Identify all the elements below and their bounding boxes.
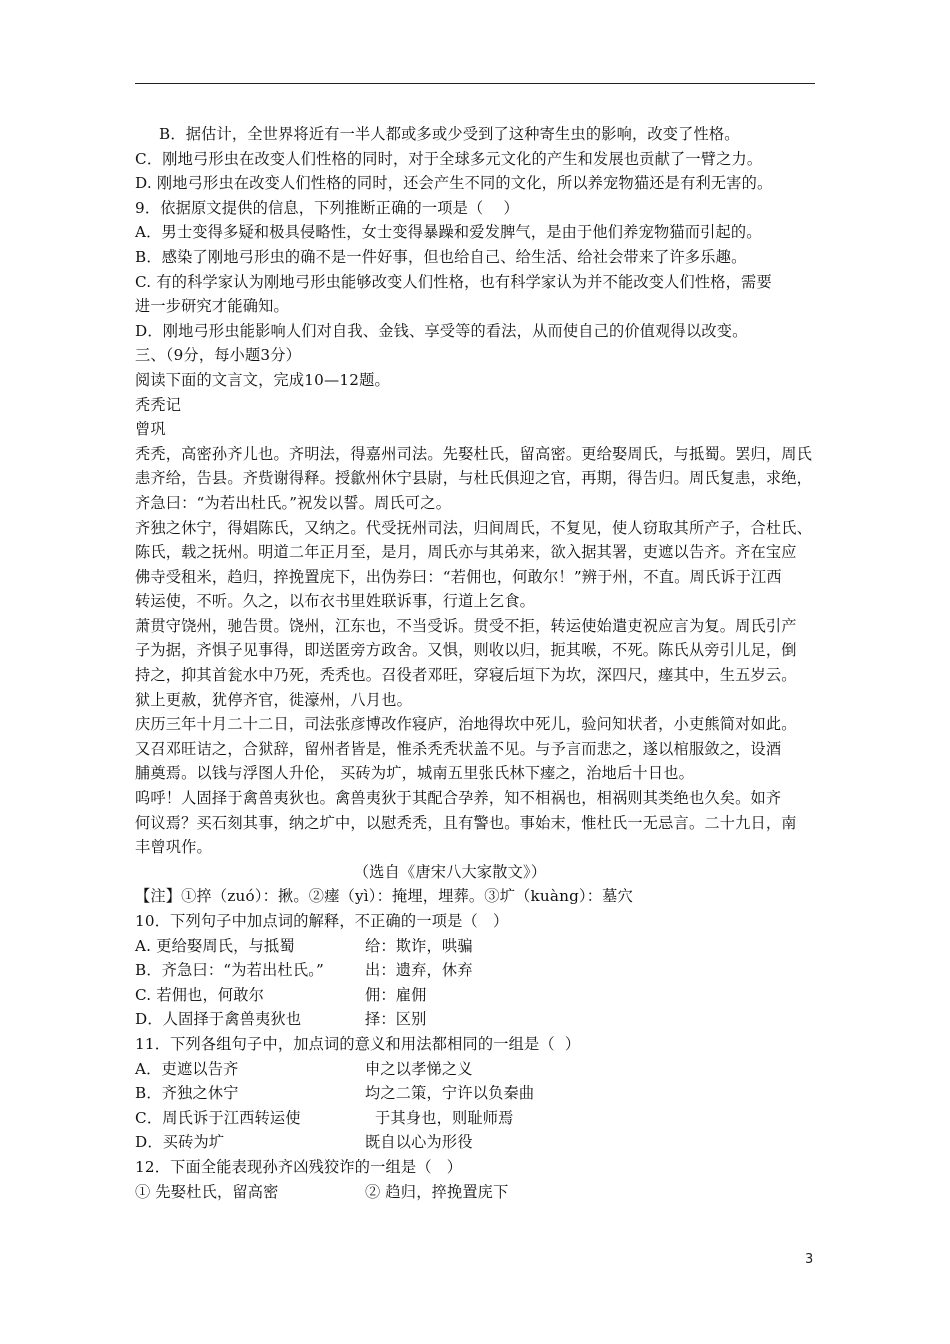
text-line: 狱上更赦，犹停齐官，徙濠州，八月也。 [135,690,412,709]
option-row [135,934,825,959]
option-paired: 于其身也，则耻师焉 [365,1108,514,1127]
text-line: A．男士变得多疑和极具侵略性，女士变得暴躁和爱发脾气，是由于他们养宠物猫而引起的。 [135,223,762,242]
header-rule [135,83,815,84]
option-sentence: ① 先娶杜氏，留高密 [135,1182,279,1201]
text-line: 持之，抑其首瓮水中乃死，秃秃也。召役者邓旺，穿寝后垣下为坎，深四尺，瘗其中，生五岁云。 [135,666,797,685]
text-line: B．据估计，全世界将近有一半人都或多或少受到了这种寄生虫的影响，改变了性格。 [159,125,740,143]
text-line: 转运使，不听。久之，以布衣书里姓联诉事，行道上乞食。 [135,592,536,611]
option-row [135,1057,825,1082]
option-row [135,983,825,1008]
text-line: 陈氏，载之抚州。明道二年正月至，是月，周氏亦与其弟来，欲入据其署，吏遮以告齐。齐在宝应 [135,543,797,562]
text-line: D. 刚地弓形虫在改变人们性格的同时，还会产生不同的文化，所以养宠物猫还是有利无害的。 [135,174,773,193]
text-line: 秃秃，高密孙齐儿也。齐明法，得嘉州司法。先娶杜氏，留高密。更给娶周氏，与抵蜀。罢归，周氏 [135,444,813,463]
option-sentence: B．齐急曰：“为若出杜氏。” [135,961,324,980]
text-line: C．刚地弓形虫在改变人们性格的同时，对于全球多元文化的产生和发展也贡献了一臂之力。 [135,149,763,168]
text-line: 又召邓旺诘之，合狱辞，留州者皆是，惟杀秃秃状盖不见。与予言而悲之，遂以棺服敛之，设酒 [135,739,782,758]
option-paired: ② 趋归，捽挽置庑下 [365,1182,509,1201]
option-paired: 出：遗弃，休弃 [365,961,473,980]
option-row [135,1007,825,1032]
text-line: 佛寺受租米，趋归，捽挽置庑下，出伪券曰：“若佣也，何敢尔！”辨于州，不直。周氏诉于江西 [135,567,782,586]
option-sentence: D．人固择于禽兽夷狄也 [135,1010,302,1029]
source-citation: （选自《唐宋八大家散文》） [353,862,547,881]
option-sentence: A. 更给娶周氏，与抵蜀 [135,936,295,955]
text-line: 11．下列各组句子中，加点词的意义和用法都相同的一组是（ ） [135,1034,581,1053]
text-line: B．感染了刚地弓形虫的确不是一件好事，但也给自己、给生活、给社会带来了许多乐趣。 [135,247,747,266]
option-row [135,958,825,983]
text-line: 曾巩 [135,420,166,439]
text-line: 【注】①捽（zuó）：揪。②瘗（yì）：掩埋，埋葬。③圹（kuàng）：墓穴 [135,887,633,906]
page-number: 3 [805,1252,814,1267]
option-paired: 给：欺诈，哄骗 [365,936,473,955]
text-line: 丰曾巩作。 [135,838,212,857]
text-line: 齐急曰：“为若出杜氏。”祝发以誓。周氏可之。 [135,493,452,512]
text-line: 萧贯守饶州，驰告贯。饶州，江东也，不当受诉。贯受不拒，转运使始遣吏祝应言为复。周氏引产 [135,616,797,635]
text-line: 12．下面全能表现孙齐凶残狡诈的一组是（ ） [135,1157,463,1176]
text-line: 庆历三年十月二十二日，司法张彦博改作寝庐，治地得坎中死儿，验问知状者，小吏熊简对如此。 [135,715,797,734]
option-row [135,1081,825,1106]
option-paired: 均之二策，宁许以负秦曲 [365,1084,535,1103]
text-line: 恚齐给，告县。齐赀谢得释。授歙州休宁县尉，与杜氏俱迎之官，再期，得告归。周氏复恚，求绝， [135,469,813,488]
option-paired: 择：区别 [365,1010,427,1029]
text-line: 10．下列句子中加点词的解释，不正确的一项是（ ） [135,912,509,930]
text-line: 9．依据原文提供的信息，下列推断正确的一项是（ ） [135,198,519,217]
option-paired: 申之以孝悌之义 [365,1059,473,1078]
option-row [135,1106,825,1131]
text-line: 呜呼！人固择于禽兽夷狄也。禽兽夷狄于其配合孕养，知不相祸也，相祸则其类绝也久矣。如齐 [135,789,782,808]
option-sentence: C．周氏诉于江西转运使 [135,1108,301,1127]
text-line: 脯奠焉。以钱与浮图人升伦， 买砖为圹，城南五里张氏林下瘗之，治地后十日也。 [135,764,694,783]
option-sentence: C. 若佣也，何敢尔 [135,985,265,1004]
text-line: C. 有的科学家认为刚地弓形虫能够改变人们性格，也有科学家认为并不能改变人们性格，需要 [135,272,772,291]
text-line: 何议焉？买石刻其事，纳之圹中，以慰秃秃，且有警也。事始末，惟杜氏一无忌言。二十九日，南 [135,813,797,832]
option-paired: 佣：雇佣 [365,985,427,1004]
option-sentence: B．齐独之休宁 [135,1084,239,1103]
option-sentence: A．吏遮以告齐 [135,1059,239,1078]
text-line: 进一步研究才能确知。 [135,297,289,316]
text-line: 阅读下面的文言文，完成10—12题。 [135,370,390,389]
text-line: D．刚地弓形虫能影响人们对自我、金钱、享受等的看法，从而使自己的价值观得以改变。 [135,321,748,340]
option-row [135,1180,825,1205]
text-line: 齐独之休宁，得娼陈氏，又纳之。代受抚州司法，归间周氏，不复见，使人窃取其所产子，合杜氏、 [135,518,813,537]
text-line: 子为据，齐惧子见事得，即送匿旁方政舍。又惧，则收以归，扼其喉，不死。陈氏从旁引儿足，倒 [135,641,797,660]
text-line: 三、（9分，每小题3分） [135,346,302,365]
option-paired: 既自以心为形役 [365,1133,473,1152]
text-line: 秃秃记 [135,395,182,414]
option-row [135,1130,825,1155]
document-body [135,122,825,1204]
option-sentence: D．买砖为圹 [135,1133,225,1152]
